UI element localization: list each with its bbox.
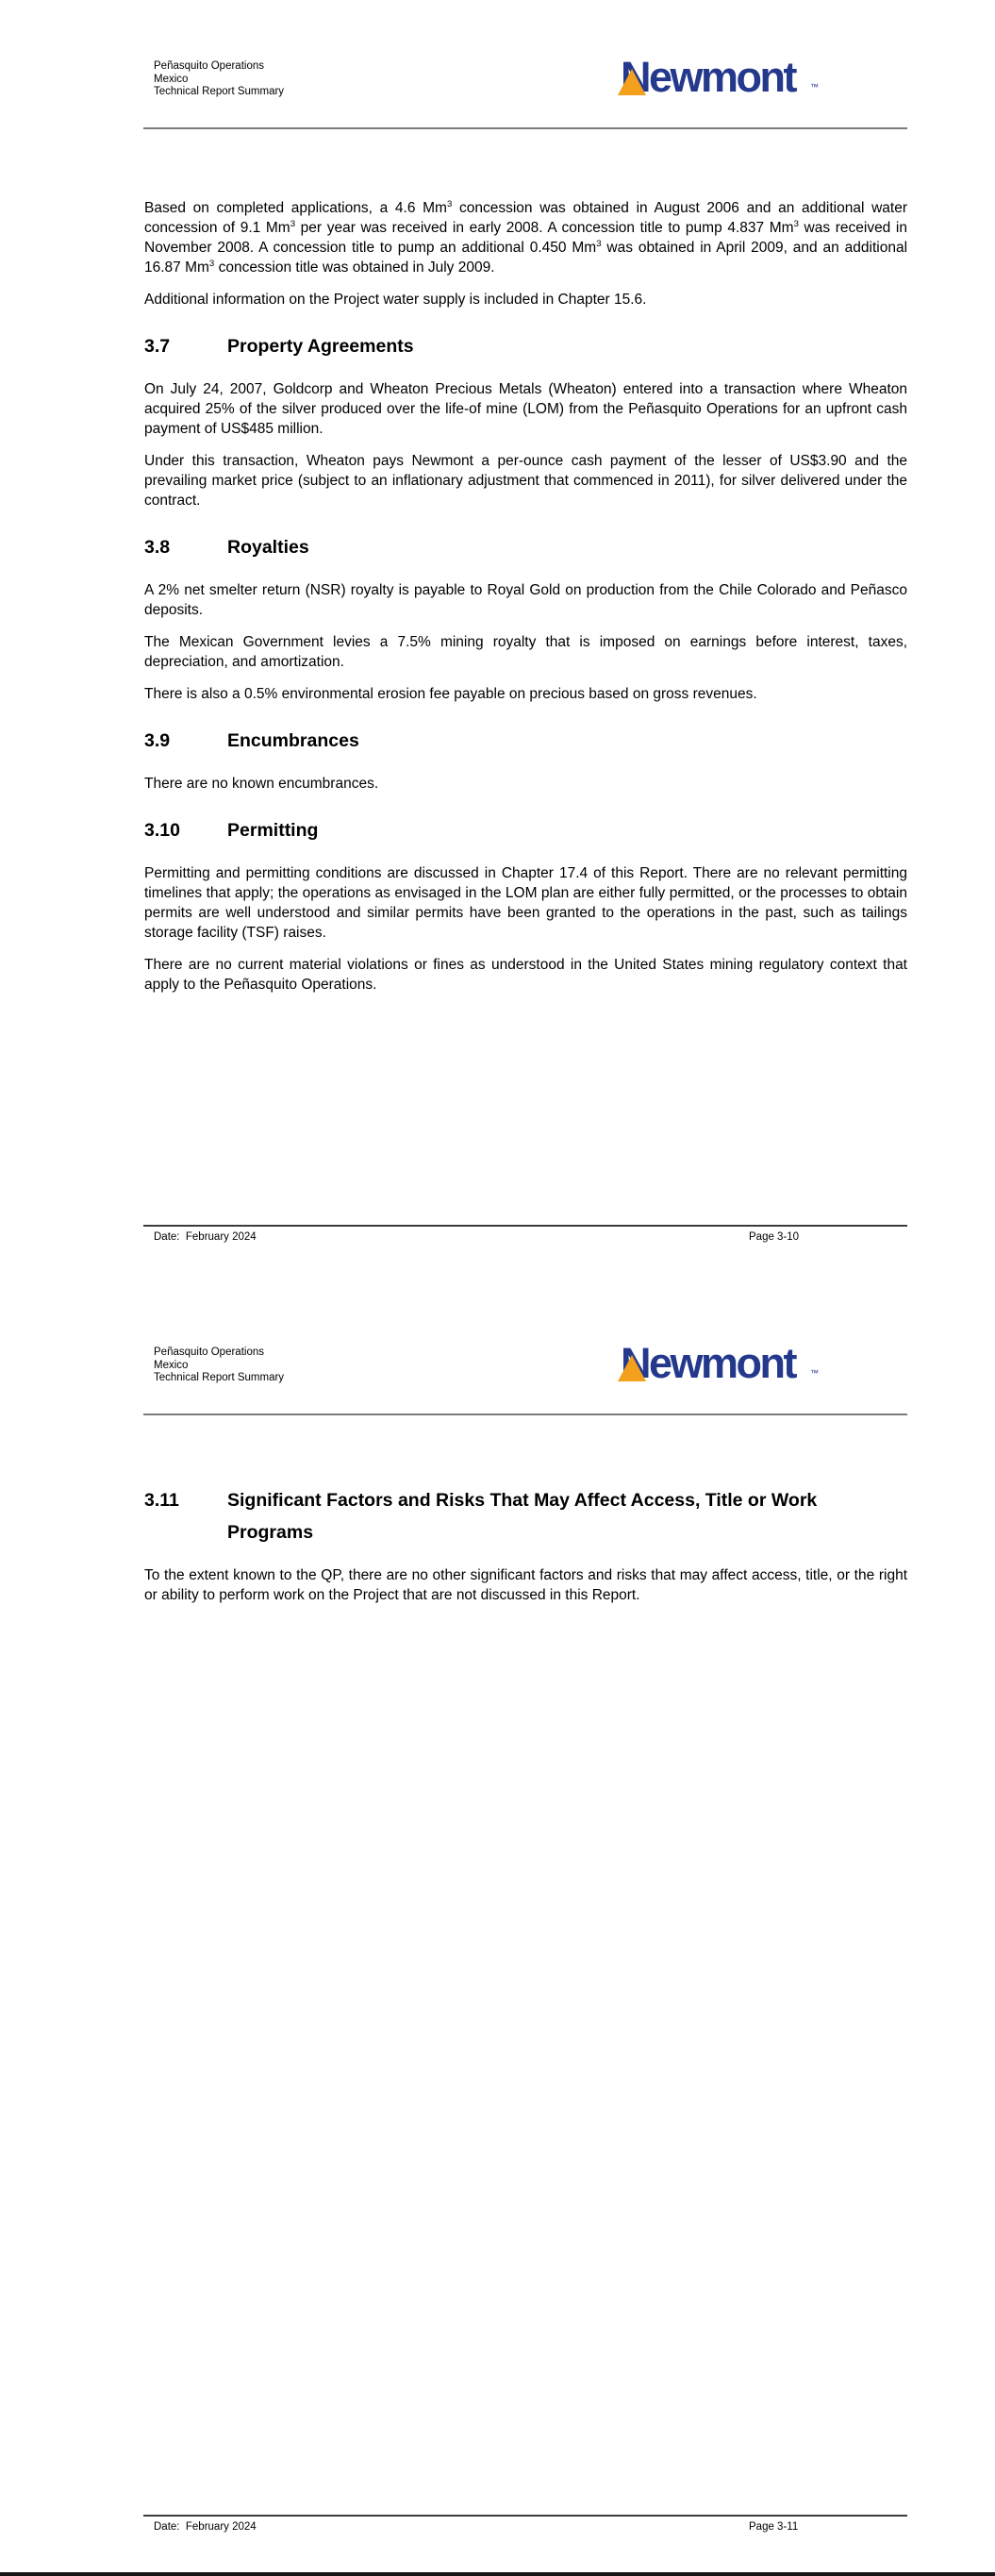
page-2: [0, 1286, 995, 2576]
page-body: [144, 198, 907, 1007]
header-rule: [143, 1413, 907, 1415]
body-paragraph: The Mexican Government levies a 7.5% mining royalty that is imposed on earnings before interest, taxes, depreciation, and amortization.: [144, 634, 907, 670]
trademark-symbol: ™: [810, 82, 819, 92]
newmont-logo: [621, 1339, 819, 1387]
section-number: 3.9: [144, 730, 171, 751]
page-header: [154, 1347, 284, 1385]
page-bottom-edge: [0, 2572, 995, 2576]
page-footer: [143, 2515, 907, 2545]
newmont-logo-text: Newmont: [621, 53, 795, 101]
header-line-country: Mexico: [154, 73, 189, 85]
body-paragraph: There is also a 0.5% environmental erosion fee payable on precious based on gross revenues.: [144, 686, 757, 702]
footer-page-number: Page 3-11: [749, 2521, 799, 2533]
body-paragraph: Based on completed applications, a 4.6 Mm$^3$ concession was obtained in August 2006 and an additional water concession of 9.1 Mm$^3$ per year was received in early 2008. A concession title to pump 4.837 Mm$^3$ was received in November 2008. A concession title to pump an additional 0.450 Mm$^3$ was obtained in April 2009, and an additional 16.87 Mm$^3$ concession title was obtained in July 2009.: [144, 198, 908, 276]
section-title: Property Agreements: [227, 336, 414, 357]
section-title: Royalties: [227, 537, 309, 558]
section-number: 3.8: [144, 537, 171, 558]
newmont-mountain-icon: [618, 69, 646, 95]
page-footer: [143, 1225, 907, 1255]
newmont-logo-text: Newmont: [621, 1339, 795, 1387]
newmont-logo: [621, 53, 819, 101]
section-heading: [144, 531, 907, 563]
section-title: Significant Factors and Risks That May Affect Access, Title or Work Programs: [227, 1490, 818, 1543]
newmont-mountain-icon: [618, 1355, 646, 1381]
section-heading: [144, 1484, 907, 1548]
page-header: [154, 60, 284, 99]
body-paragraph: There are no known encumbrances.: [144, 776, 379, 792]
body-paragraph: There are no current material violations or fines as understood in the United States mining regulatory context that apply to the Peñasquito Operations.: [144, 957, 907, 993]
footer-date: Date: February 2024: [154, 2521, 257, 2533]
section-heading: [144, 814, 907, 846]
page-body: [144, 1484, 907, 1617]
section-number: 3.10: [144, 820, 180, 841]
header-line-report: Technical Report Summary: [154, 86, 285, 97]
section-title: Encumbrances: [227, 730, 359, 751]
page-1: [0, 0, 995, 1286]
header-line-operations: Peñasquito Operations: [154, 60, 264, 72]
header-line-report: Technical Report Summary: [154, 1372, 285, 1383]
body-paragraph: On July 24, 2007, Goldcorp and Wheaton Precious Metals (Wheaton) entered into a transaction where Wheaton acquired 25% of the silver produced over the life-of mine (LOM) from the Peñasquito Operations for an upfront cash payment of US$485 million.: [144, 381, 907, 437]
header-line-operations: Peñasquito Operations: [154, 1347, 264, 1358]
header-line-country: Mexico: [154, 1359, 189, 1371]
section-title: Permitting: [227, 820, 319, 841]
footer-date: Date: February 2024: [154, 1231, 257, 1243]
section-heading: [144, 725, 907, 757]
section-number: 3.11: [144, 1490, 179, 1511]
trademark-symbol: ™: [810, 1368, 819, 1378]
header-rule: [143, 127, 907, 129]
body-paragraph: Additional information on the Project water supply is included in Chapter 15.6.: [144, 292, 647, 308]
section-number: 3.7: [144, 336, 171, 357]
section-heading: [144, 330, 907, 362]
footer-page-number: Page 3-10: [749, 1231, 800, 1243]
body-paragraph: To the extent known to the QP, there are no other significant factors and risks that may affect access, title, or the right or ability to perform work on the Project that are not discussed in this Report.: [144, 1567, 907, 1603]
body-paragraph: Permitting and permitting conditions are discussed in Chapter 17.4 of this Report. There are no relevant permitting timelines that apply; the operations as envisaged in the LOM plan are either fully permitted, or the processes to obtain permits are well understood and similar permits have been granted to the operations in the past, such as tailings storage facility (TSF) raises.: [144, 865, 907, 941]
body-paragraph: Under this transaction, Wheaton pays Newmont a per-ounce cash payment of the lesser of US$3.90 and the prevailing market price (subject to an inflationary adjustment that commenced in 2011), for silver delivered under the contract.: [144, 453, 907, 509]
body-paragraph: A 2% net smelter return (NSR) royalty is payable to Royal Gold on production from the Chile Colorado and Peñasco deposits.: [144, 582, 907, 618]
